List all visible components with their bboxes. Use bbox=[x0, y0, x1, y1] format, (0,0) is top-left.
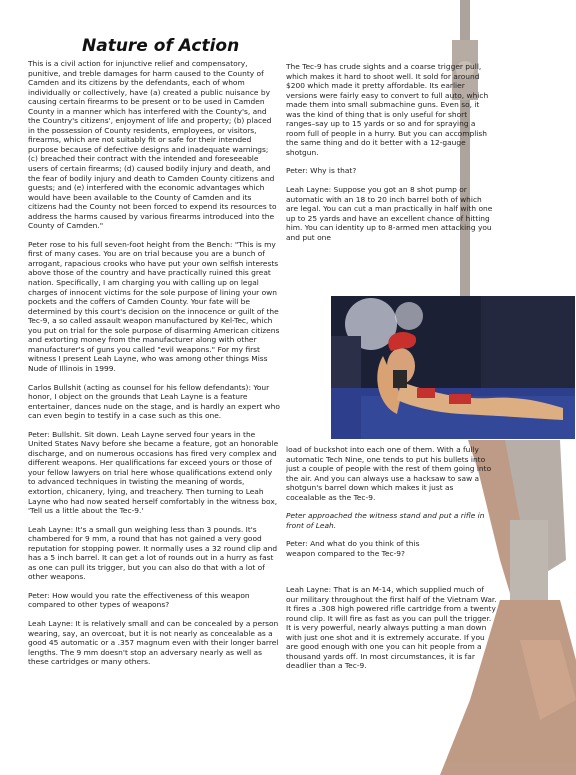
witness-photo bbox=[331, 296, 575, 439]
paragraph: Peter: And what do you think of this weapon compared to the Tec-9? bbox=[286, 539, 420, 558]
text-column-right-middle bbox=[286, 445, 494, 567]
paragraph: Carlos Bullshit (acting as counsel for his fellow defendants): Your honor, I object on the grounds that Leah Layne is a feature entertainer, dances nude on the stage, and is hardly an expert who can even begin to testify in a case such as this one. bbox=[28, 382, 280, 421]
text-column-right-bottom bbox=[286, 585, 498, 680]
paragraph: The Tec-9 has crude sights and a coarse trigger pull, which makes it hard to shoot well. It sold for around $200 which made it pretty affordable. Its earlier versions were fairly easy to convert to full auto, which made them into small submachine guns. Even so, it was the kind of thing that is only useful for short ranges–say up to 15 yards or so and for spraying a room full of people in a hurry. But you can accomplish the same thing and do it better with a 12-gauge shotgun. bbox=[286, 62, 489, 157]
paragraph: Peter: Why is that? bbox=[286, 166, 357, 176]
paragraph: Leah Layne: That is an M-14, which supplied much of our military throughout the first half of the Vietnam War. It fires a .308 high powered rifle cartridge from a twenty round clip. It will fire as fast as you can pull the trigger. It is very powerful, nearly always putting a man down with just one shot and it is extremely accurate. If you are good enough with one you can hit people from a thousand yards off. In most circumstances, it is far deadlier than a Tec-9. bbox=[286, 585, 497, 671]
paragraph: Peter: Bullshit. Sit down. Leah Layne served four years in the United States Navy before she became a feature, got an honorable discharge, and on numerous occasions has fired very complex and different weapons. Her qualifications far exceed yours or those of your fellow lawyers on trial here whose qualifications extend only to advanced techniques in twisting the meaning of words, extortion, chicanery, lying, and treachery. Then turning to Leah Layne who had now seated herself comfortably in the witness box, 'Tell us a little about the Tec-9.' bbox=[28, 429, 279, 516]
paragraph: Leah Layne: It's a small gun weighing less than 3 pounds. It's chambered for 9 mm, a round that has not gained a very good reputation for stopping power. It normally uses a 32 round clip and has a 5 inch barrel. It can get a lot of rounds out in a hurry as fast as one can pull its trigger, but you can also do that with a lot of other weapons. bbox=[28, 524, 278, 582]
text-column-left bbox=[28, 59, 280, 676]
paragraph: Leah Layne: It is relatively small and can be concealed by a person wearing, say, an overcoat, but it is not nearly as concealable as a good 45 automatic or a .357 magnum even with their longer barrel lengths. The 9 mm doesn't stop an adversary nearly as well as these cartridges or many others. bbox=[28, 618, 279, 667]
paragraph: This is a civil action for injunctive relief and compensatory, punitive, and treble damages for harm caused to the County of Camden and its citizens by the defendants, each of whom individually or collectively, have (a) created a public nuisance by causing certain firearms to be present or to be used in Camden County in a manner which has interfered with the County's, and the Country's citizens', enjoyment of life and property; (b) placed in the possession of County residents, employees, or visitors, firearms, which are not suitably fit or safe for their intended purpose because of defective designs and inadequate warnings; (c) breached their contract with the intended and foreseeable users of certain firearms; (d) caused bodily injury and death, and the fear of bodily injury and death to Camden County citizens and guests; and (e) interfered with the economic advantages which would have been available to the County of Camden and its citizens had the County not been forced to expend its resources to address the harms caused by various firearms introduced into the County of Camden." bbox=[28, 59, 277, 231]
paragraph: Peter rose to his full seven-foot height from the Bench: "This is my first of many cases. You are on trial because you are a bunch of arrogant, rapacious crooks who have put your own selfish interests above those of the country and have practically ruined this great nation. Specifically, I am charging you with calling up on legal charges of innocent victims for the sole purpose of lining your own pockets and the coffers of Camden County. Your fate will be determined by this court's decision on the innocence or guilt of the Tec-9, a so called assault weapon manufactured by Kel-Tec, which you put on trial for the sole purpose of disarming American citizens and extorting money from the manufacturer along with other manufacturer's of guns you called "evil weapons." For my first witness I present Leah Layne, who was among other things Miss Nude of Illinois in 1999. bbox=[28, 239, 280, 373]
stage-direction: Peter approached the witness stand and put a rifle in front of Leah. bbox=[286, 511, 485, 530]
text-column-right-top bbox=[286, 62, 494, 251]
article-title: Nature of Action bbox=[82, 36, 240, 56]
paragraph: Peter: How would you rate the effectiveness of this weapon compared to other types of weapons? bbox=[28, 590, 250, 610]
paragraph: load of buckshot into each one of them. With a fully automatic Tech Nine, one tends to put his bullets into just a couple of people with the rest of them going into the air. And you can always use a hacksaw to saw a shotgun's barrel down which makes it just as cocealable as the Tec-9. bbox=[286, 445, 492, 502]
paragraph: Leah Layne: Suppose you got an 8 shot pump or automatic with an 18 to 20 inch barrel both of which are legal. You can cut a man practically in half with one up to 25 yards and have an excellent chance of hitting him. You can identity up to 8-armed men attacking you and put one bbox=[286, 185, 493, 242]
